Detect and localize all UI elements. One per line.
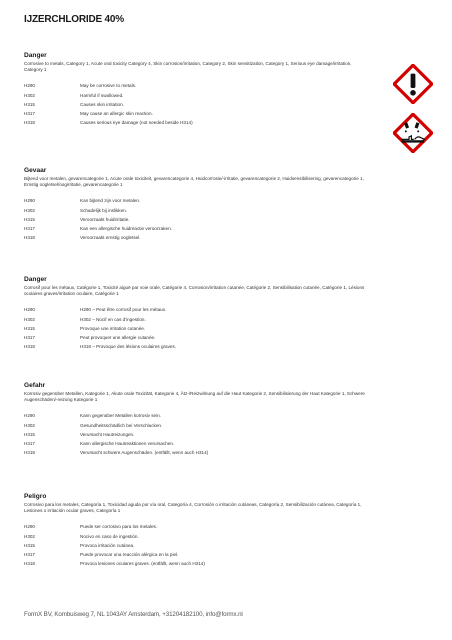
h-code: H290	[24, 307, 35, 313]
h-code: H315	[24, 216, 35, 222]
h-text: Gesundheitsschädlich bei Verschlucken.	[80, 422, 163, 428]
h-text: Provoque une irritation cutanée.	[80, 325, 146, 331]
hazard-statement	[24, 551, 384, 558]
h-code: H315	[24, 431, 35, 437]
hazard-classification: Corrosivo para los metales, Categoría 1, Toxicidad aguda por vía oral, Categoría 4, Corrosión o irritación cutáneas, Categoría 2, Sensibilización cutánea, Categoría 1, Lesiones o irritación ocular graves, Categoría 1	[24, 502, 362, 514]
h-code: H290	[24, 83, 35, 89]
hazard-statement	[24, 334, 384, 341]
hazard-statement	[24, 343, 384, 350]
hazard-statement	[24, 560, 384, 567]
hazard-statement	[24, 207, 384, 214]
h-text: Provoca lesiones oculares graves. (entfällt, wenn auch H314)	[80, 560, 205, 566]
h-code: H302	[24, 533, 35, 539]
hazard-section-es	[24, 493, 384, 569]
h-text: May be corrosive to metals.	[80, 83, 137, 89]
signal-word: Gefahr	[24, 382, 46, 389]
h-code: H317	[24, 440, 35, 446]
hazard-statement	[24, 306, 384, 313]
h-text: Causes skin irritation.	[80, 101, 124, 107]
h-text: Provoca irritación cutánea.	[80, 542, 135, 548]
hazard-classification: Corrosive to metals, Category 1, Acute oral toxicity Category 4, Skin corrosion/irritation, Category 2, Skin sensitization, Category 1, Serious eye damage/irritation, Category 1	[24, 61, 352, 73]
hazard-statement	[24, 533, 384, 540]
h-text: Veroorzaakt huidirritatie.	[80, 216, 130, 222]
hazard-classification: Corrosif pour les métaux, Catégorie 1, Toxicité aiguë par voie orale, Catégorie 4, Corrosion/irritation cutanée, Catégorie 2, Sensibilisation cutanée, Catégorie 1, Lésions oculaires graves/irritation oculaire, Catégorie 1	[24, 285, 365, 297]
hazard-statement	[24, 119, 384, 126]
h-code: H318	[24, 449, 35, 455]
h-text: H290 – Peut être corrosif pour les métaux.	[80, 307, 167, 313]
hazard-statement	[24, 101, 384, 108]
h-text: Kann allergische Hautreaktionen verursachen.	[80, 440, 175, 446]
hazard-statement	[24, 325, 384, 332]
h-code: H290	[24, 198, 35, 204]
hazard-statement	[24, 216, 384, 223]
h-text: Harmful if swallowed.	[80, 92, 124, 98]
company-footer: FormX BV, Kombuisweg 7, NL 1043AY Amsterdam, +31204182100, info@formx.nl	[24, 611, 243, 618]
h-code: H315	[24, 542, 35, 548]
hazard-statement	[24, 440, 384, 447]
hazard-section-en	[24, 52, 384, 128]
h-code: H302	[24, 207, 35, 213]
h-code: H290	[24, 524, 35, 530]
h-text: Schadelijk bij inslikken.	[80, 207, 127, 213]
h-text: Puede provocar una reacción alérgica en la piel.	[80, 551, 179, 557]
h-code: H317	[24, 334, 35, 340]
h-code: H318	[24, 560, 35, 566]
hazard-statement	[24, 316, 384, 323]
hazard-statement	[24, 92, 384, 99]
product-title: IJZERCHLORIDE 40%	[24, 14, 124, 25]
h-text: H318 – Provoque des lésions oculaires graves.	[80, 343, 177, 349]
hazard-statement	[24, 542, 384, 549]
hazard-statement	[24, 82, 384, 89]
hazard-classification: Bijtend voor metalen, gevarencategorie 1, Acute orale toxiciteit, gevarencategorie 4, Huidcorrosie/-irritatie, gevarencategorie 2, Huidsensibilisering, gevarencategorie 1, Ernstig oogletsel/oogirritatie, gevarencategorie 1	[24, 176, 364, 188]
hazard-statement	[24, 422, 384, 429]
hazard-statement	[24, 449, 384, 456]
h-text: Verursacht schwere Augenschäden. (entfällt, wenn auch H314)	[80, 449, 209, 455]
h-text: Kan een allergische huidreactie veroorzaken.	[80, 225, 172, 231]
hazard-statement	[24, 110, 384, 117]
h-text: Veroorzaakt ernstig oogletsel.	[80, 234, 141, 240]
hazard-statement	[24, 412, 384, 419]
hazard-classification: Korrosiv gegenüber Metallen, Kategorie 1, Akute orale Toxizität, Kategorie 4, Ätz-/Reizwirkung auf die Haut Kategorie 2, Sensibilisierung der Haut Kategorie 1, Schwere Augenschäden/-reizung Kategorie 1	[24, 391, 365, 403]
h-text: H302 – Nocif en cas d'ingestion.	[80, 316, 146, 322]
signal-word: Gevaar	[24, 167, 47, 174]
h-code: H318	[24, 234, 35, 240]
hazard-section-fr	[24, 276, 384, 352]
signal-word: Danger	[24, 52, 47, 59]
h-code: H318	[24, 343, 35, 349]
h-text: Kann gegenüber Metallen korrosiv sein.	[80, 413, 161, 419]
hazard-statement	[24, 225, 384, 232]
hazard-statement	[24, 523, 384, 530]
h-code: H302	[24, 316, 35, 322]
hazard-statement	[24, 197, 384, 204]
h-text: Puede ser corrosivo para los metales.	[80, 524, 158, 530]
ghs05-corrosion-icon	[393, 113, 433, 153]
h-code: H317	[24, 110, 35, 116]
signal-word: Peligro	[24, 493, 47, 500]
h-code: H302	[24, 422, 35, 428]
ghs07-exclamation-icon	[393, 64, 433, 104]
signal-word: Danger	[24, 276, 47, 283]
hazard-pictograms	[393, 64, 437, 162]
hazard-section-nl	[24, 167, 384, 243]
h-code: H317	[24, 551, 35, 557]
h-text: Nocivo en caso de ingestión.	[80, 533, 139, 539]
h-code: H315	[24, 325, 35, 331]
h-text: Peut provoquer une allergie cutanée.	[80, 334, 156, 340]
h-text: Causes serious eye damage (not needed beside H314)	[80, 119, 193, 125]
h-code: H290	[24, 413, 35, 419]
h-text: Verursacht Hautreizungen.	[80, 431, 135, 437]
h-text: Kan bijtend zijn voor metalen.	[80, 198, 141, 204]
hazard-statement	[24, 431, 384, 438]
h-text: May cause an allergic skin reaction.	[80, 110, 153, 116]
h-code: H318	[24, 119, 35, 125]
h-code: H315	[24, 101, 35, 107]
hazard-statement	[24, 234, 384, 241]
hazard-section-de	[24, 382, 384, 458]
h-code: H317	[24, 225, 35, 231]
h-code: H302	[24, 92, 35, 98]
